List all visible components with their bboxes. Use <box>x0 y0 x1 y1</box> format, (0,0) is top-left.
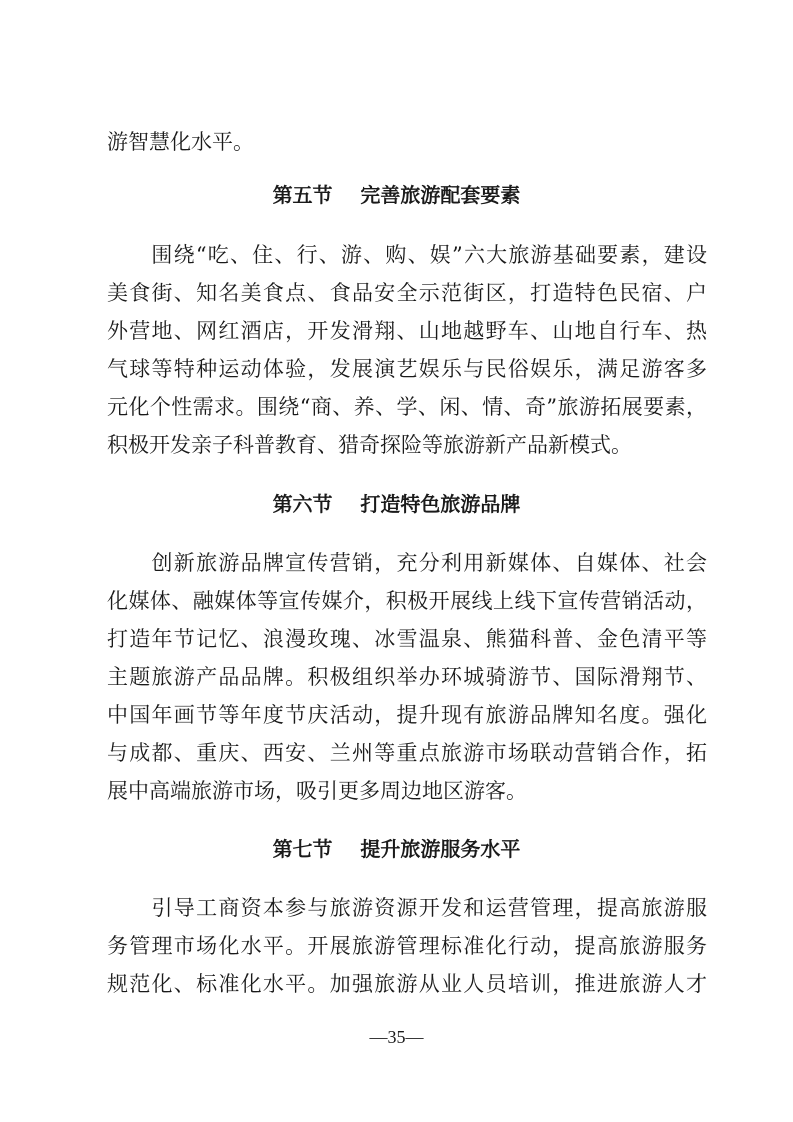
paragraph-line: 元化个性需求。围绕“商、养、学、闲、情、奇”旅游拓展要素， <box>107 395 707 419</box>
paragraph-line: 引导工商资本参与旅游资源开发和运营管理，提高旅游服 <box>107 896 707 920</box>
paragraph-line: 积极开发亲子科普教育、猎奇探险等旅游新产品新模式。 <box>107 433 632 457</box>
page-number: —35— <box>369 1027 424 1047</box>
paragraph-line: 美食街、知名美食点、食品安全示范街区，打造特色民宿、户 <box>107 281 707 305</box>
section-heading: 第六节 打造特色旅游品牌 <box>272 492 521 516</box>
paragraph-line: 外营地、网红酒店，开发滑翔、山地越野车、山地自行车、热 <box>107 319 707 343</box>
section-heading: 第七节 提升旅游服务水平 <box>272 837 521 861</box>
paragraph-line: 围绕“吃、住、行、游、购、娱”六大旅游基础要素，建设 <box>107 243 707 267</box>
paragraph-line: 中国年画节等年度节庆活动，提升现有旅游品牌知名度。强化 <box>107 703 707 727</box>
paragraph-line: 化媒体、融媒体等宣传媒介，积极开展线上线下宣传营销活动， <box>107 589 707 613</box>
paragraph-line: 规范化、标准化水平。加强旅游从业人员培训，推进旅游人才 <box>107 972 707 996</box>
paragraph-line: 打造年节记忆、浪漫玫瑰、冰雪温泉、熊猫科普、金色清平等 <box>107 627 707 651</box>
paragraph-line: 主题旅游产品品牌。积极组织举办环城骑游节、国际滑翔节、 <box>107 665 707 689</box>
section-heading: 第五节 完善旅游配套要素 <box>272 183 521 207</box>
paragraph-line: 与成都、重庆、西安、兰州等重点旅游市场联动营销合作，拓 <box>107 741 707 765</box>
paragraph-line: 务管理市场化水平。开展旅游管理标准化行动，提高旅游服务 <box>107 934 707 958</box>
paragraph-line: 游智慧化水平。 <box>107 130 254 154</box>
paragraph-line: 展中高端旅游市场，吸引更多周边地区游客。 <box>107 779 527 803</box>
paragraph-line: 气球等特种运动体验，发展演艺娱乐与民俗娱乐，满足游客多 <box>107 357 707 381</box>
paragraph-line: 创新旅游品牌宣传营销，充分利用新媒体、自媒体、社会 <box>107 551 707 575</box>
